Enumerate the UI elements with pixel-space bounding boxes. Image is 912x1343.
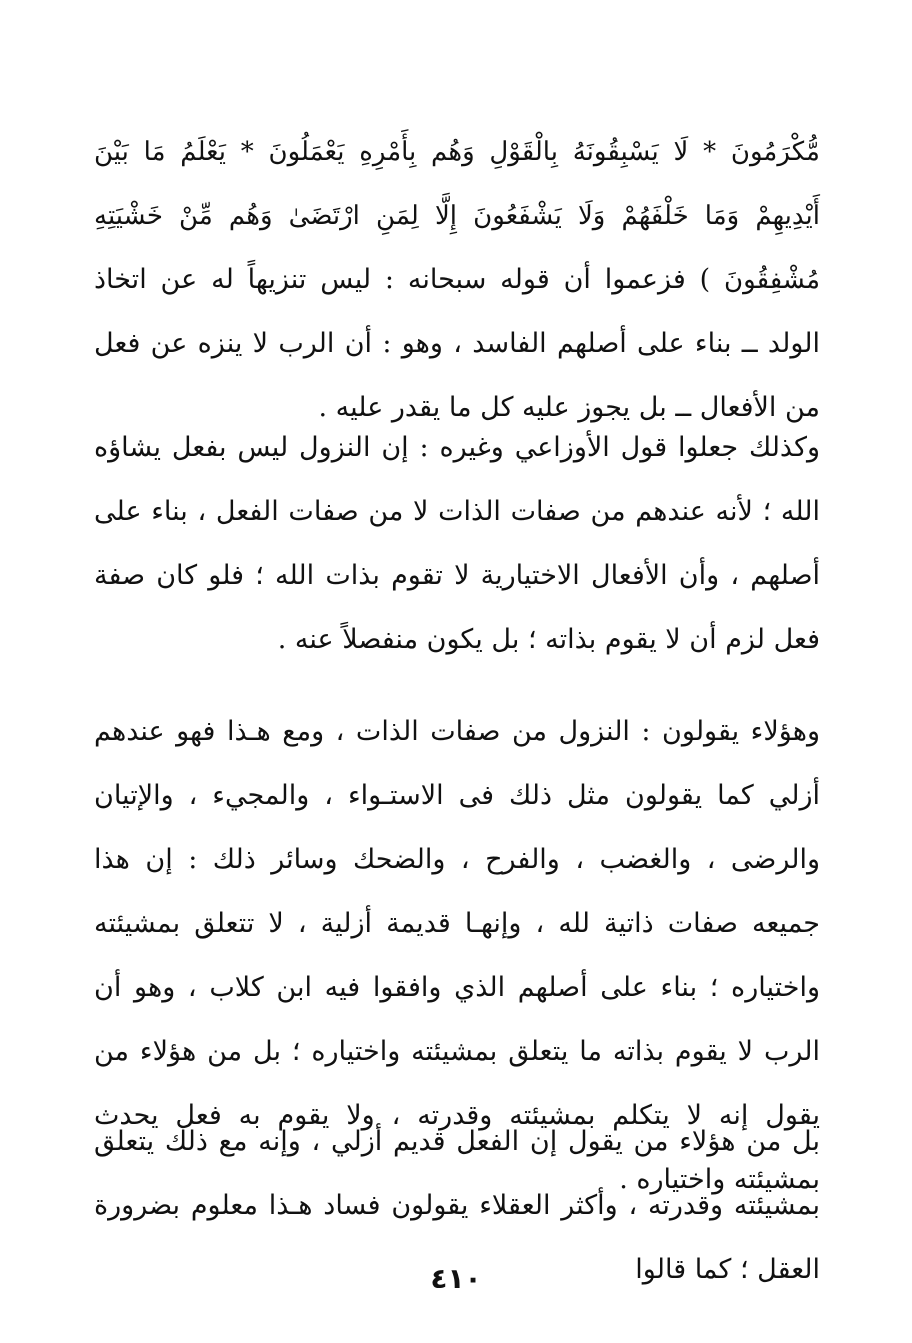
paragraph-4-text: بل من هؤلاء من يقول إن الفعل قديم أزلي ، وإنه مع ذلك يتعلق بمشيئته وقدرته ، وأكثر العقلاء يقولون فساد هـذا معلوم بضرورة العقل ؛ كما قالوا bbox=[94, 1126, 820, 1285]
paragraph-1 bbox=[94, 120, 820, 440]
paragraph-1-text: ) فزعموا أن قوله سبحانه : ليس تنزيهاً له عن اتخاذ الولد ــ بناء على أصلهم الفاسد ، وهو : أن الرب لا ينزه عن فعل من الأفعال ــ بل يجوز عليه كل ما يقدر عليه . bbox=[94, 264, 820, 423]
paragraph-2-text: وكذلك جعلوا قول الأوزاعي وغيره : إن النزول ليس بفعل يشاؤه الله ؛ لأنه عندهم من صفات الذات لا من صفات الفعل ، بناء على أصلهم ، وأن الأفعال الاختيارية لا تقوم بذات الله ؛ فلو كان صفة فعل لزم أن لا يقوم بذاته ؛ بل يكون منفصلاً عنه . bbox=[94, 432, 820, 655]
page-number: ٤١٠ bbox=[430, 1262, 482, 1295]
quran-verse: مُّكْرَمُونَ * لَا يَسْبِقُونَهُ بِالْقَوْلِ وَهُم بِأَمْرِهِ يَعْمَلُونَ * يَعْلَمُ مَا بَيْنَ أَيْدِيهِمْ وَمَا خَلْفَهُمْ وَلَا يَشْفَعُونَ إِلَّا لِمَنِ ارْتَضَىٰ وَهُم مِّنْ خَشْيَتِهِ مُشْفِقُونَ bbox=[94, 137, 820, 295]
paragraph-2 bbox=[94, 416, 820, 672]
paragraph-3-text: وهؤلاء يقولون : النزول من صفات الذات ، ومع هـذا فهو عندهم أزلي كما يقولون مثل ذلك فى الاستـواء ، والمجيء ، والإتيان والرضى ، والغضب ، والفرح ، والضحك وسائر ذلك : إن هذا جميعه صفات ذاتية لله ، وإنهـا قديمة أزلية ، لا تتعلق بمشيئته واختياره ؛ بناء على أصلهم الذي وافقوا فيه ابن كلاب ، وهو أن الرب لا يقوم بذاته ما يتعلق بمشيئته واختياره ؛ بل من هؤلاء من يقول إنه لا يتكلم بمشيئته وقدرته ، ولا يقوم به فعل يحدث بمشيئته واختياره . bbox=[94, 716, 820, 1195]
